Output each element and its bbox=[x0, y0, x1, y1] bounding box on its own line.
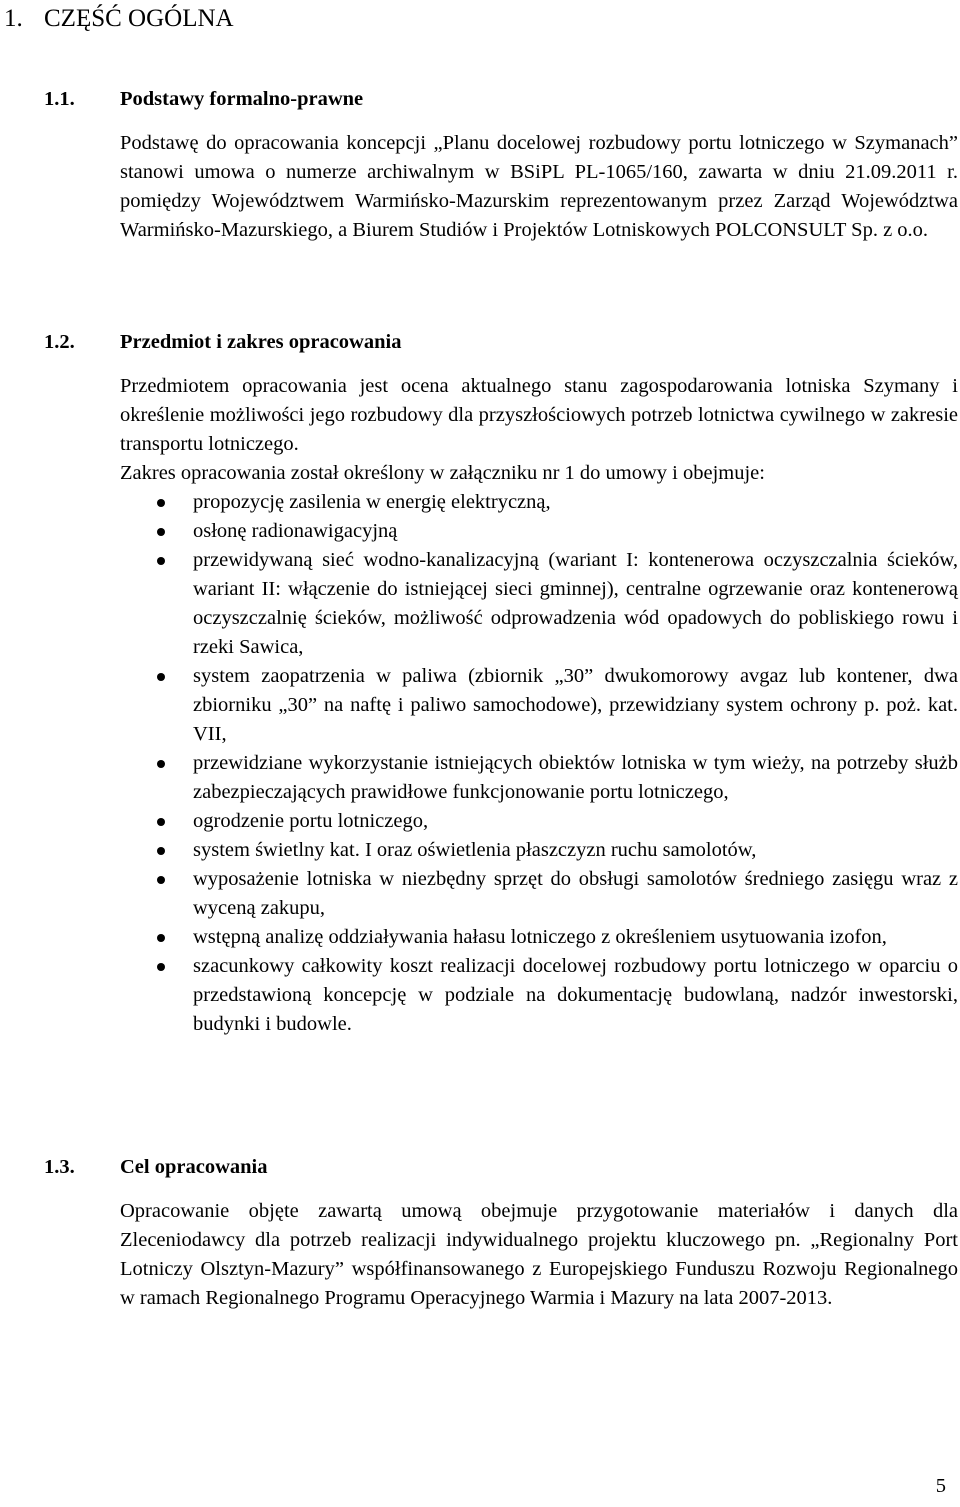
bullet-icon bbox=[157, 557, 165, 565]
bullet-icon bbox=[157, 818, 165, 826]
list-item: ogrodzenie portu lotniczego, bbox=[120, 807, 958, 836]
section-1-1-paragraph: Podstawę do opracowania koncepcji „Planu docelowej rozbudowy portu lotniczego w Szymanach” stanowi umowa o numerze archiwalnym w BSiPL PL-1065/160, zawarta w dniu 21.09.2011 r. pomiędzy Województwem Warmińsko-Mazurskim reprezentowanym przez Zarząd Województwa Warmińsko-Mazurskiego, a Biurem Studiów i Projektów Lotniskowych POLCONSULT Sp. z o.o. bbox=[120, 132, 958, 241]
list-item: wstępną analizę oddziaływania hałasu lotniczego z określeniem usytuowania izofon, bbox=[120, 923, 958, 952]
section-number: 1.2. bbox=[44, 331, 75, 353]
bullet-icon bbox=[157, 673, 165, 681]
scope-list bbox=[120, 488, 958, 1039]
section-heading-1-3 bbox=[44, 1153, 267, 1182]
section-title: Przedmiot i zakres opracowania bbox=[120, 331, 402, 353]
section-number: 1.1. bbox=[44, 88, 75, 110]
scope-intro: Zakres opracowania został określony w załączniku nr 1 do umowy i obejmuje: bbox=[120, 462, 765, 484]
list-item: szacunkowy całkowity koszt realizacji docelowej rozbudowy portu lotniczego w oparciu o przedstawioną koncepcję w podziale na dokumentację budowlaną, nadzór inwestorski, budynki i budowle. bbox=[120, 952, 958, 1039]
chapter-number: 1. bbox=[4, 5, 23, 32]
list-item: system świetlny kat. I oraz oświetlenia płaszczyzn ruchu samolotów, bbox=[120, 836, 958, 865]
section-1-2-paragraph: Przedmiotem opracowania jest ocena aktualnego stanu zagospodarowania lotniska Szymany i określenie możliwości jego rozbudowy dla przyszłościowych potrzeb lotnictwa cywilnego w zakresie transportu lotniczego. bbox=[120, 375, 958, 455]
list-item: przewidziane wykorzystanie istniejących obiektów lotniska w tym wieży, na potrzeby służb zabezpieczających prawidłowe funkcjonowanie portu lotniczego, bbox=[120, 749, 958, 807]
bullet-icon bbox=[157, 847, 165, 855]
section-1-3-paragraph: Opracowanie objęte zawartą umową obejmuje przygotowanie materiałów i danych dla Zleceniodawcy dla potrzeb realizacji indywidualnego projektu kluczowego pn. „Regionalny Port Lotniczy Olsztyn-Mazury” współfinansowanego z Europejskiego Funduszu Rozwoju Regionalnego w ramach Regionalnego Programu Operacyjnego Warmia i Mazury na lata 2007-2013. bbox=[120, 1200, 958, 1309]
list-item: osłonę radionawigacyjną bbox=[120, 517, 958, 546]
chapter-heading bbox=[4, 2, 234, 36]
list-item: propozycję zasilenia w energię elektryczną, bbox=[120, 488, 958, 517]
bullet-icon bbox=[157, 963, 165, 971]
section-title: Podstawy formalno-prawne bbox=[120, 88, 364, 110]
list-item: przewidywaną sieć wodno-kanalizacyjną (wariant I: kontenerowa oczyszczalnia ścieków, wariant II: włączenie do istniejącej sieci gminnej), centralne ogrzewanie oraz kontenerową oczyszczalnię ścieków, możliwość odprowadzenia wód opadowych do pobliskiego rowu i rzeki Sawica, bbox=[120, 546, 958, 662]
list-item: system zaopatrzenia w paliwa (zbiornik „30” dwukomorowy avgaz lub kontener, dwa zbiorniku „30” na naftę i paliwo samochodowe), przewidziany system ochrony p. poż. kat. VII, bbox=[120, 662, 958, 749]
bullet-icon bbox=[157, 760, 165, 768]
bullet-icon bbox=[157, 499, 165, 507]
list-item: wyposażenie lotniska w niezbędny sprzęt do obsługi samolotów średniego zasięgu wraz z wyceną zakupu, bbox=[120, 865, 958, 923]
section-heading-1-1 bbox=[44, 85, 363, 114]
section-title: Cel opracowania bbox=[120, 1156, 268, 1178]
section-number: 1.3. bbox=[44, 1156, 75, 1178]
bullet-icon bbox=[157, 876, 165, 884]
chapter-title: CZĘŚĆ OGÓLNA bbox=[44, 5, 234, 32]
page-number: 5 bbox=[935, 1475, 946, 1497]
section-heading-1-2 bbox=[44, 328, 401, 357]
bullet-icon bbox=[157, 528, 165, 536]
bullet-icon bbox=[157, 934, 165, 942]
